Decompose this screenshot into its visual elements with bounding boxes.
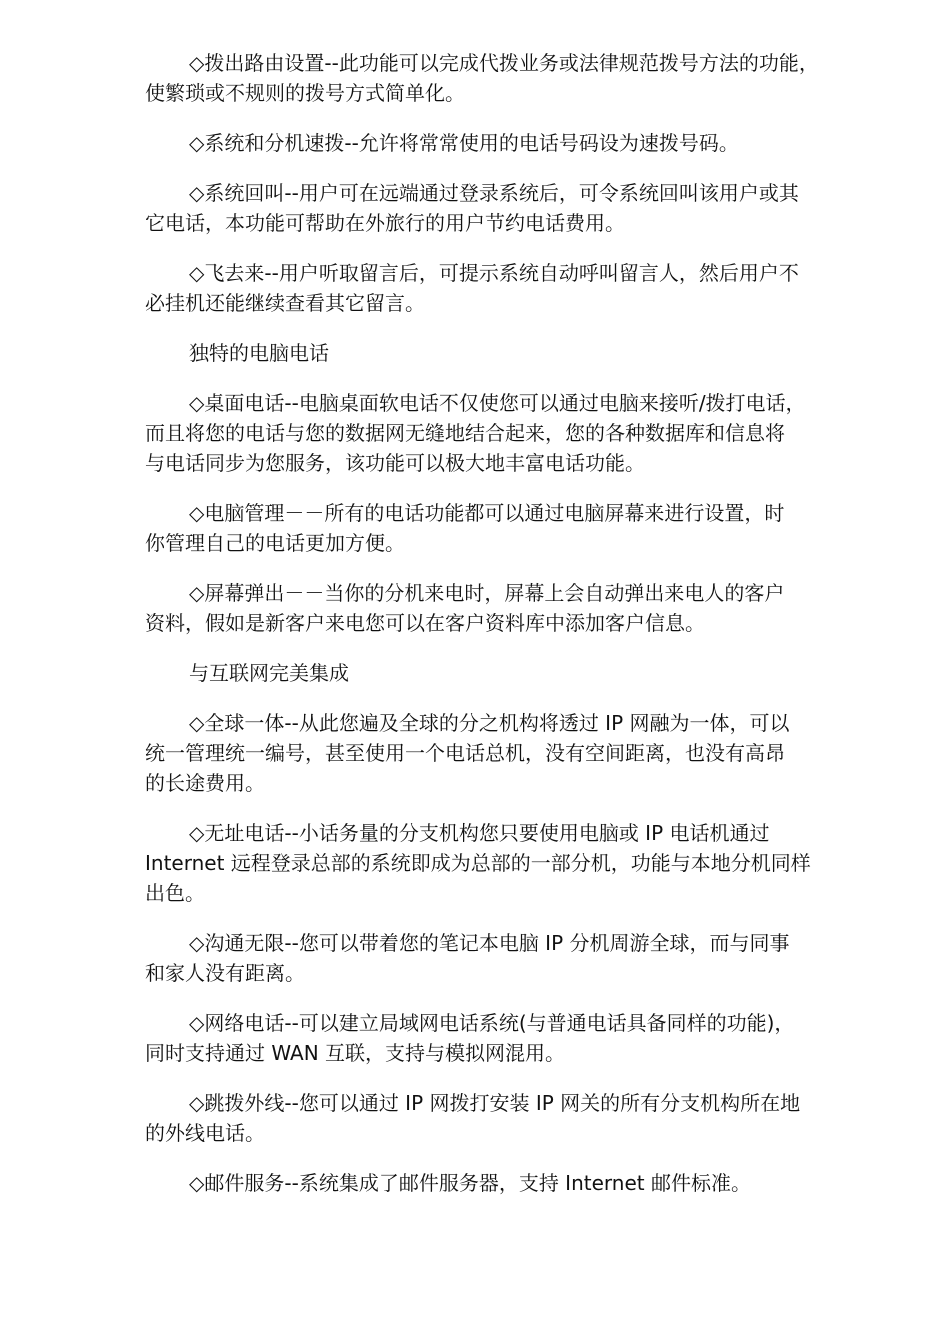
paragraph-dialout-routing: ◇拨出路由设置--此功能可以完成代拨业务或法律规范拨号方法的功能， 使繁琐或不规则的拨号方式简单化。 [145, 51, 819, 105]
paragraph-callback: ◇系统回叫--用户可在远端通过登录系统后，可令系统回叫该用户或其 它电话，本功能可帮助在外旅行的用户节约电话费用。 [145, 181, 799, 235]
section-heading-internet-integration: 与互联网完美集成 [189, 661, 349, 685]
paragraph-outside-line: ◇跳拨外线--您可以通过 IP 网拨打安装 IP 网关的所有分支机构所在地 的外线电话。 [145, 1091, 801, 1145]
paragraph-screen-popup: ◇屏幕弹出－－当你的分机来电时，屏幕上会自动弹出来电人的客户 资料，假如是新客户来电您可以在客户资料库中添加客户信息。 [145, 581, 785, 635]
paragraph-desktop-phone: ◇桌面电话--电脑桌面软电话不仅使您可以通过电脑来接听/拨打电话， 而且将您的电话与您的数据网无缝地结合起来，您的各种数据库和信息将 与电话同步为您服务，该功能可以极大地丰富电话功能。 [145, 391, 806, 475]
paragraph-network-phone: ◇网络电话--可以建立局域网电话系统(与普通电话具备同样的功能)， 同时支持通过 WAN 互联，支持与模拟网混用。 [145, 1011, 795, 1065]
paragraph-pc-management: ◇电脑管理－－所有的电话功能都可以通过电脑屏幕来进行设置，时 你管理自己的电话更加方便。 [145, 501, 785, 555]
section-heading-computer-telephony: 独特的电脑电话 [189, 341, 329, 365]
paragraph-remote-extension: ◇无址电话--小话务量的分支机构您只要使用电脑或 IP 电话机通过 Internet 远程登录总部的系统即成为总部的一部分机，功能与本地分机同样 出色。 [145, 821, 811, 905]
paragraph-boomerang: ◇飞去来--用户听取留言后，可提示系统自动呼叫留言人，然后用户不 必挂机还能继续查看其它留言。 [145, 261, 799, 315]
document-page [145, 48, 890, 1218]
paragraph-global-unity: ◇全球一体--从此您遍及全球的分之机构将透过 IP 网融为一体，可以 统一管理统一编号，甚至使用一个电话总机，没有空间距离，也没有高昂 的长途费用。 [145, 711, 790, 795]
paragraph-mail-service: ◇邮件服务--系统集成了邮件服务器，支持 Internet 邮件标准。 [189, 1171, 751, 1195]
paragraph-unlimited-communication: ◇沟通无限--您可以带着您的笔记本电脑 IP 分机周游全球，而与同事 和家人没有距离。 [145, 931, 790, 985]
paragraph-speed-dial: ◇系统和分机速拨--允许将常常使用的电话号码设为速拨号码。 [189, 131, 739, 155]
